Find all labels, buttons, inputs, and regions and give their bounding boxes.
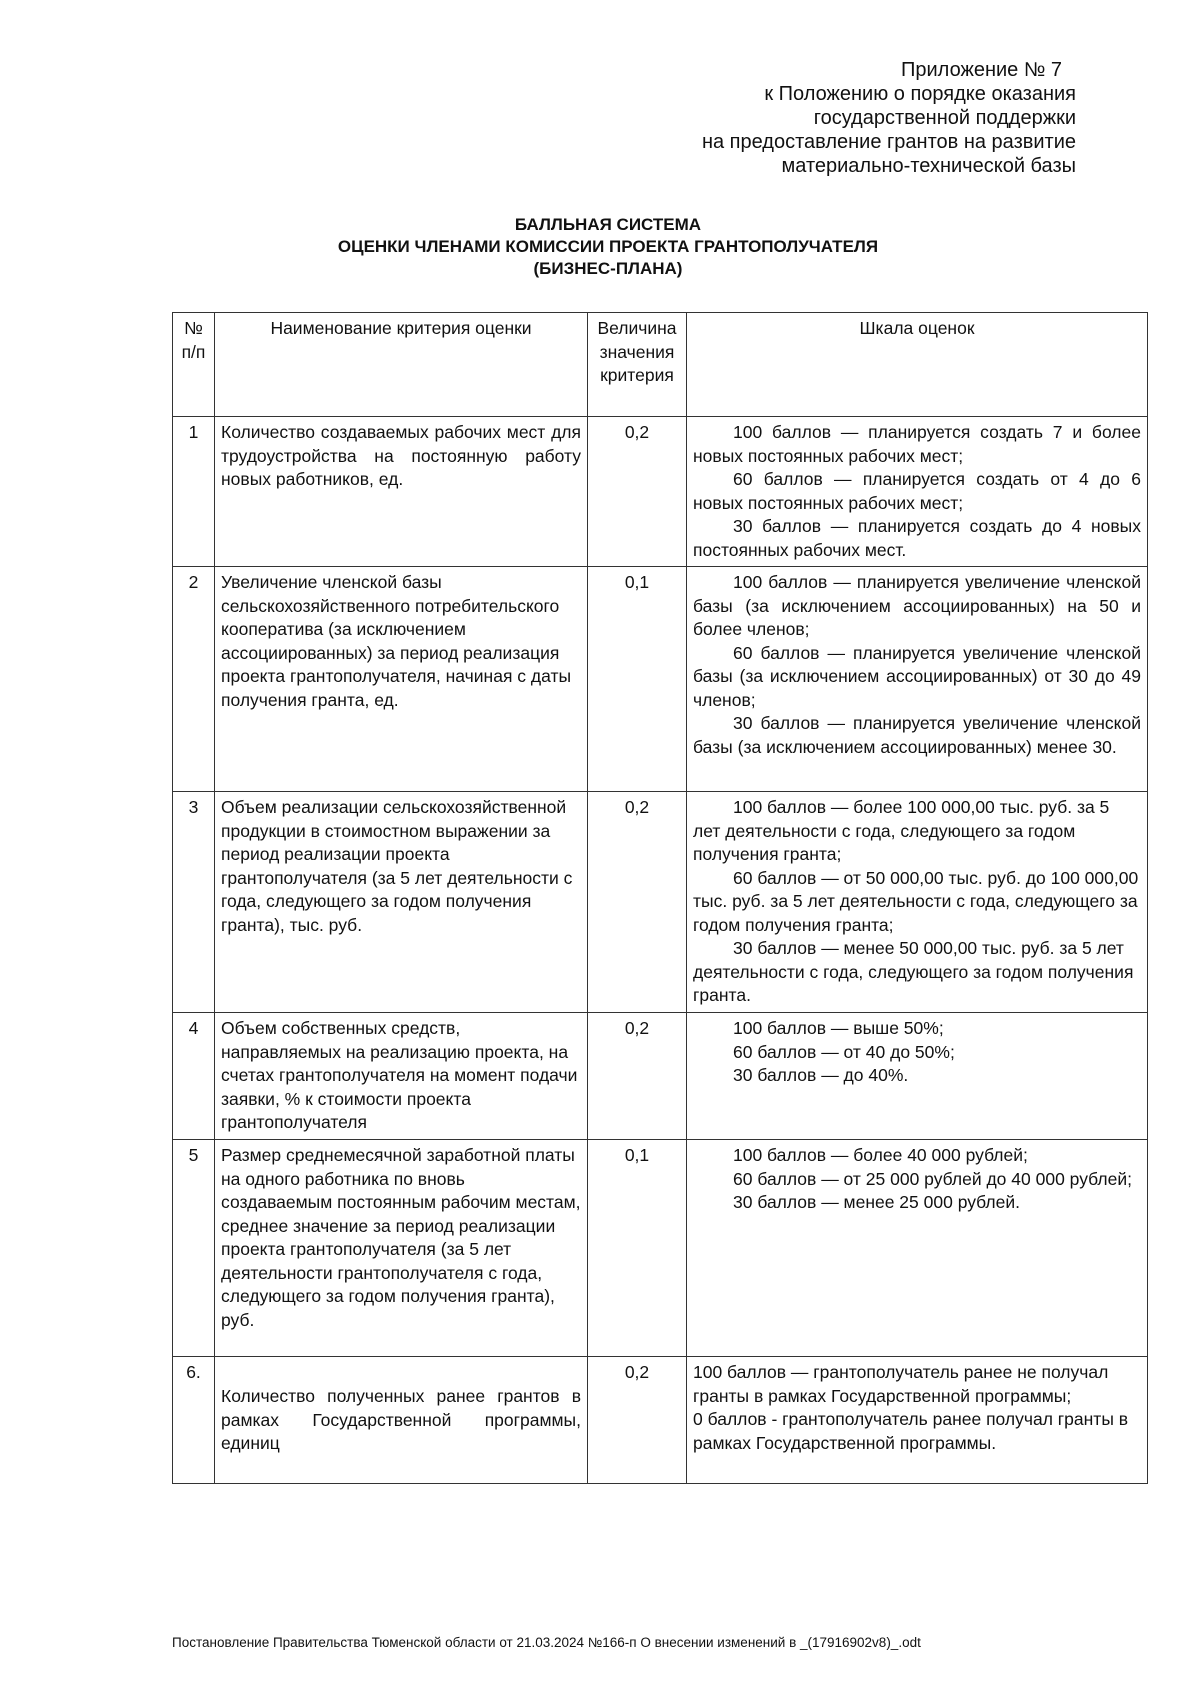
scale-item: 60 баллов — от 25 000 рублей до 40 000 рублей; xyxy=(733,1168,1132,1189)
scale-cell xyxy=(687,567,1148,792)
weight-cell: 0,1 xyxy=(588,567,687,792)
criterion-cell: Размер среднемесячной заработной платы на одного работника по вновь создаваемым постоянным рабочим местам, среднее значение за период реализации проекта грантополучателя (за 5 лет деятельности грантополучателя с года, следующего за годом получения гранта), руб. xyxy=(215,1140,588,1357)
scale-item: 100 баллов — более 100 000,00 тыс. руб. за 5 лет деятельности с года, следующего за годом получения гранта; xyxy=(693,797,1110,864)
criterion-cell: Увеличение членской базы сельскохозяйственного потребительского кооператива (за исключением ассоциированных) за период реализация проекта грантополучателя, начиная с даты получения гранта, ед. xyxy=(215,567,588,792)
title-line: ОЦЕНКИ ЧЛЕНАМИ КОМИССИИ ПРОЕКТА ГРАНТОПОЛУЧАТЕЛЯ xyxy=(337,237,879,256)
scale-item: 0 баллов - грантополучатель ранее получал гранты в рамках Государственной программы. xyxy=(693,1409,1129,1453)
scale-item: 60 баллов — планируется увеличение членской базы (за исключением ассоциированных) от 30 до 49 членов; xyxy=(693,642,1141,710)
table-row xyxy=(173,1013,1148,1140)
row-number: 1 xyxy=(173,417,215,567)
scale-item: 100 баллов — грантополучатель ранее не получал гранты в рамках Государственной программы; xyxy=(693,1362,1109,1406)
scale-item: 60 баллов — планируется создать от 4 до 6 новых постоянных рабочих мест; xyxy=(693,469,1141,513)
weight-cell: 0,2 xyxy=(588,792,687,1013)
table-row xyxy=(173,792,1148,1013)
table-row xyxy=(173,567,1148,792)
criterion-cell: Количество создаваемых рабочих мест для трудоустройства на постоянную работу новых работников, ед. xyxy=(215,417,588,567)
table-row xyxy=(173,1140,1148,1357)
criterion-cell xyxy=(215,1357,588,1484)
weight-cell: 0,2 xyxy=(588,1013,687,1140)
scale-item: 30 баллов — менее 50 000,00 тыс. руб. за 5 лет деятельности с года, следующего за годом получения гранта. xyxy=(693,938,1134,1005)
criterion-text: Количество полученных ранее грантов в рамках Государственной программы, единиц xyxy=(221,1386,581,1453)
document-footer: Постановление Правительства Тюменской области от 21.03.2024 №166-п О внесении изменений в _(17916902v8)_.odt xyxy=(172,1635,921,1650)
weight-cell: 0,1 xyxy=(588,1140,687,1357)
header-num: № п/п xyxy=(173,313,215,417)
scale-cell xyxy=(687,1357,1148,1484)
scale-cell xyxy=(687,1013,1148,1140)
row-number: 2 xyxy=(173,567,215,792)
criterion-cell: Объем реализации сельскохозяйственной продукции в стоимостном выражении за период реализации проекта грантополучателя (за 5 лет деятельности с года, следующего за годом получения гранта), тыс. руб. xyxy=(215,792,588,1013)
row-number: 3 xyxy=(173,792,215,1013)
scale-item: 100 баллов — выше 50%; xyxy=(733,1018,944,1038)
table-header-row xyxy=(173,313,1148,417)
scale-item: 100 баллов — планируется создать 7 и более новых постоянных рабочих мест; xyxy=(693,422,1141,466)
scoring-table xyxy=(172,312,1148,1484)
scale-cell xyxy=(687,1140,1148,1357)
scale-item: 100 баллов — планируется увеличение членской базы (за исключением ассоциированных) на 50 и более членов; xyxy=(693,572,1141,639)
row-number: 4 xyxy=(173,1013,215,1140)
appendix-header xyxy=(536,58,1076,178)
scale-item: 30 баллов — планируется увеличение членской базы (за исключением ассоциированных) менее 30. xyxy=(693,713,1141,757)
scale-item: 60 баллов — от 50 000,00 тыс. руб. до 100 000,00 тыс. руб. за 5 лет деятельности с года, следующего за годом получения гранта; xyxy=(693,867,1139,935)
criterion-cell: Объем собственных средств, направляемых на реализацию проекта, на счетах грантополучателя на момент подачи заявки, % к стоимости проекта грантополучателя xyxy=(215,1013,588,1140)
document-title xyxy=(158,214,1058,280)
table-row xyxy=(173,1357,1148,1484)
appendix-line: к Положению о порядке оказания xyxy=(764,83,1076,105)
scale-cell xyxy=(687,792,1148,1013)
table-row xyxy=(173,417,1148,567)
appendix-line: Приложение № 7 xyxy=(901,59,1062,81)
scale-item: 30 баллов — до 40%. xyxy=(733,1065,909,1085)
title-line: (БИЗНЕС-ПЛАНА) xyxy=(533,259,683,278)
title-line: БАЛЛЬНАЯ СИСТЕМА xyxy=(514,215,702,234)
scale-item: 30 баллов — планируется создать до 4 новых постоянных рабочих мест. xyxy=(693,516,1141,560)
row-number: 6. xyxy=(173,1357,215,1484)
weight-cell: 0,2 xyxy=(588,417,687,567)
appendix-line: государственной поддержки xyxy=(813,107,1076,129)
row-number: 5 xyxy=(173,1140,215,1357)
header-criterion: Наименование критерия оценки xyxy=(215,313,588,417)
header-scale: Шкала оценок xyxy=(687,313,1148,417)
appendix-line: на предоставление грантов на развитие xyxy=(701,131,1076,153)
header-weight: Величина значения критерия xyxy=(588,313,687,417)
appendix-line: материально-технической базы xyxy=(781,155,1076,177)
scale-item: 60 баллов — от 40 до 50%; xyxy=(733,1041,955,1062)
weight-cell: 0,2 xyxy=(588,1357,687,1484)
criterion-spacer xyxy=(221,1361,581,1385)
scale-item: 100 баллов — более 40 000 рублей; xyxy=(733,1145,1028,1165)
scale-item: 30 баллов — менее 25 000 рублей. xyxy=(733,1192,1020,1212)
scale-cell xyxy=(687,417,1148,567)
